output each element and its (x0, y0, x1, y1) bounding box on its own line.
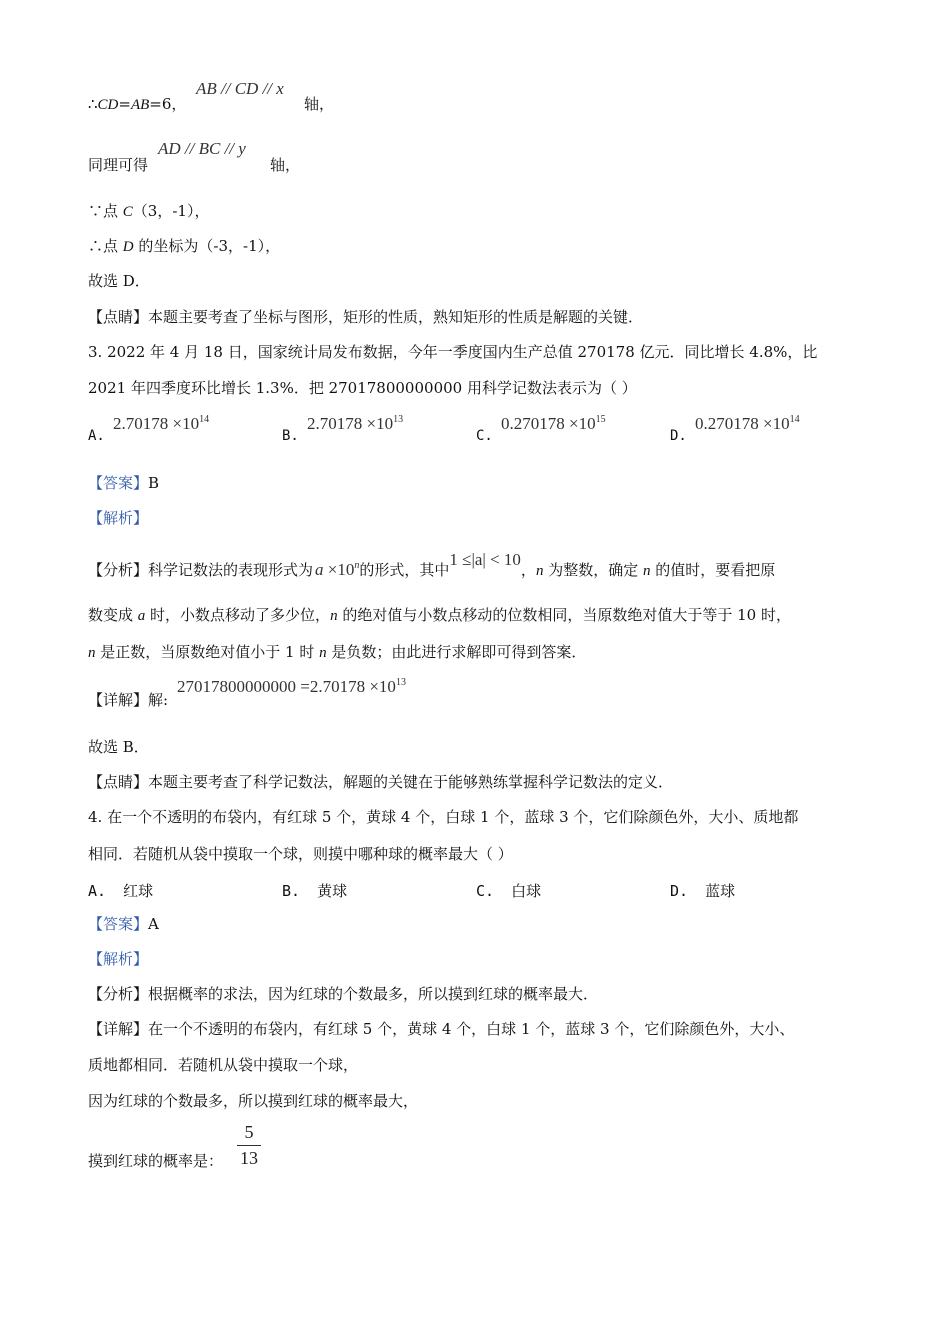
q3-option-b-value: $2.70178 \times 10^{13}$ (307, 414, 404, 433)
q4-option-c: C. 白球 (476, 882, 542, 900)
line-point-c: ∵点 C（3，-1）， (88, 202, 210, 220)
q3-jiexi: 【解析】 (88, 509, 149, 527)
dianjing-q2: 【点睛】本题主要考查了坐标与图形，矩形的性质，熟知矩形的性质是解题的关键． (88, 308, 644, 326)
q4-jiexi: 【解析】 (88, 950, 149, 968)
axis-suffix-x: 轴， (304, 95, 335, 113)
q3-option-a-value: $2.70178 \times 10^{14}$ (113, 414, 210, 433)
q4-answer: 【答案】A (88, 915, 159, 933)
parallel-x-formula: AB // CD // x (196, 79, 284, 98)
axis-suffix-y: 轴， (270, 156, 301, 174)
q3-option-d-value: $0.270178 \times 10^{14}$ (695, 414, 800, 433)
fraction-denominator: 13 (240, 1148, 258, 1168)
q3-dianjing: 【点睛】本题主要考查了科学记数法，解题的关键在于能够熟练掌握科学记数法的定义． (88, 773, 674, 791)
fraction-numerator: 5 (244, 1122, 254, 1142)
q3-choose-b: 故选 B． (88, 738, 149, 756)
line-similarly: 同理可得 (88, 156, 149, 174)
fraction-bar (237, 1145, 261, 1146)
q3-stem-1: 3. 2022 年 4 月 18 日，国家统计局发布数据，今年一季度国内生产总值 270178 亿元．同比增长 4.8%，比 (88, 343, 818, 361)
q4-xiangjie-1: 【详解】在一个不透明的布袋内，有红球 5 个，黄球 4 个，白球 1 个，蓝球 3 个，它们除颜色外，大小、 (88, 1020, 795, 1038)
q4-fenxi: 【分析】根据概率的求法，因为红球的个数最多，所以摸到红球的概率最大． (88, 985, 599, 1003)
q3-fenxi-1: 【分析】科学记数法的表现形式为 $a \times 10^n$的形式，其中1 ≤|a| < 10，n 为整数，确定 n 的值时，要看把原 (88, 550, 776, 579)
q3-option-c-value: $0.270178 \times 10^{15}$ (501, 414, 606, 433)
q3-fenxi-2: 数变成 a 时，小数点移动了多少位，n 的绝对值与小数点移动的位数相同，当原数绝对值大于等于 10 时， (88, 606, 791, 624)
q3-xiangjie-formula: $27017800000000 =2.70178 \times 10^{13}$ (177, 677, 406, 696)
parallel-y-formula: AD // BC // y (158, 139, 246, 158)
q3-option-c-label: C. (476, 428, 493, 444)
q4-xiangjie-2: 质地都相同．若随机从袋中摸取一个球， (88, 1056, 359, 1074)
choose-d: 故选 D． (88, 272, 150, 290)
probability-fraction (237, 1122, 261, 1169)
line-cd-ab: ∴CD=AB=6， (88, 95, 187, 113)
line-point-d: ∴点 D 的坐标为（-3，-1）， (88, 237, 281, 255)
q3-stem-2: 2021 年四季度环比增长 1.3%．把 27017800000000 用科学记数法表示为（ ） (88, 379, 637, 397)
q3-option-d-label: D. (670, 428, 687, 444)
q4-stem-1: 4. 在一个不透明的布袋内，有红球 5 个，黄球 4 个，白球 1 个，蓝球 3 个，它们除颜色外，大小、质地都 (88, 808, 799, 826)
q4-xiangjie-3: 因为红球的个数最多，所以摸到红球的概率最大， (88, 1092, 419, 1110)
q3-option-b-label: B. (282, 428, 299, 444)
q4-option-a: A. 红球 (88, 882, 154, 900)
q3-fenxi-3: n 是正数，当原数绝对值小于 1 时 n 是负数；由此进行求解即可得到答案． (88, 643, 587, 661)
q3-answer: 【答案】B (88, 474, 160, 492)
q3-xiangjie: 【详解】解: (88, 691, 169, 709)
q4-option-b: B. 黄球 (282, 882, 348, 900)
q4-stem-2: 相同．若随机从袋中摸取一个球，则摸中哪种球的概率最大（ ） (88, 845, 513, 863)
q3-option-a-label: A. (88, 428, 105, 444)
q4-option-d: D. 蓝球 (670, 882, 736, 900)
q4-xiangjie-4: 摸到红球的概率是： (88, 1152, 224, 1170)
